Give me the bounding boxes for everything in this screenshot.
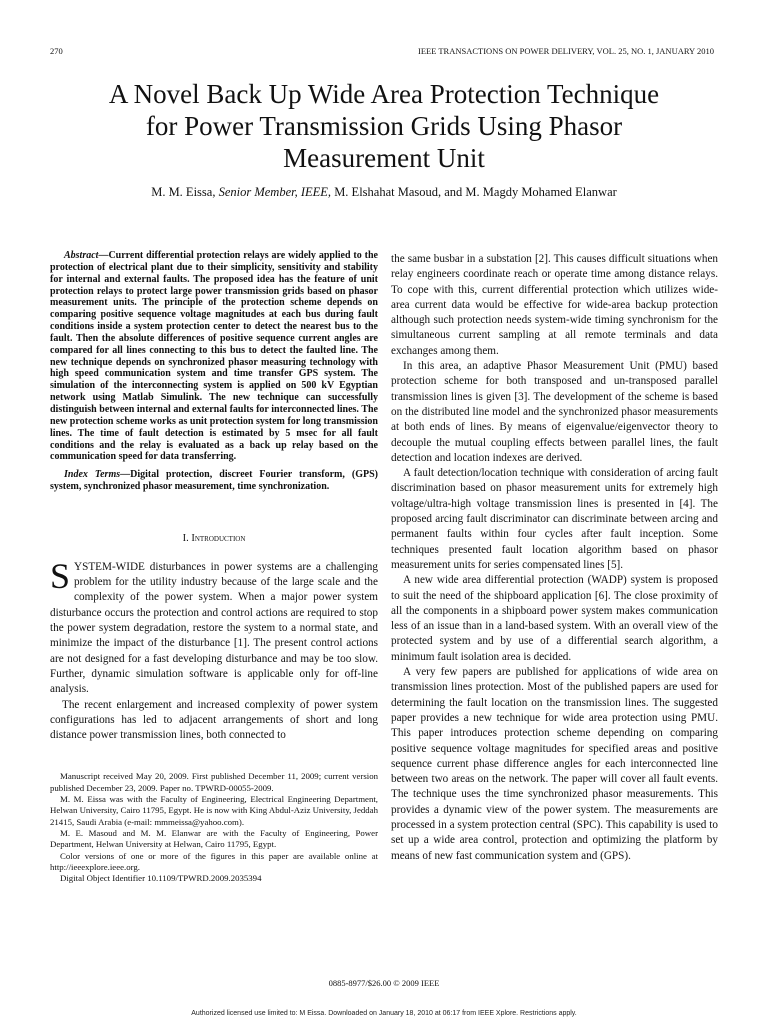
footnote-color: Color versions of one or more of the figures in this paper are available online at http://ieeexplore.ieee.org.	[50, 850, 378, 872]
title-line-3: Measurement Unit	[283, 143, 485, 173]
copyright-line: 0885-8977/$26.00 © 2009 IEEE	[328, 978, 440, 988]
footnote-eissa: M. M. Eissa was with the Faculty of Engineering, Electrical Engineering Department, Helwan University, Cairo 11795, Egypt. He is now with King Abdul-Aziz University, Jeddah 21415, Saudi Arabia (e-mail: mmmeissa@yahoo.com).	[50, 794, 378, 827]
abstract-text: —Current differential protection relays are widely applied to the protection of electrical plant due to their simplicity, sensitivity and stability for internal and external faults. The proposed idea has the feature of unit protection relays to protect large power transmission grids based on phasor measurement units. The principle of the protection scheme depends on comparing positive sequence voltage magnitudes at each bus during fault conditions inside a system protection center to detect the nearest bus to the fault. Then the absolute differences of positive sequence current angles are compared for all lines connecting to this bus to detect the faulted line. The new technique depends on synchronized phasor measuring technology with high speed communication system and time transfer GPS system. The simulation of the interconnecting system is applied on 500 kV Egyptian network using Matlab Simulink. The new technique can successfully distinguish between internal and external faults for interconnected lines. The new protection scheme works as unit protection system for long transmission lines. The time of fault detection is estimated by 5 msec for all fault conditions and the relay is evaluated as a back up relay based on the communication speed for data transferring.	[50, 250, 378, 463]
footnotes	[50, 771, 378, 884]
other-authors: M. Elshahat Masoud, and M. Magdy Mohamed Elanwar	[334, 185, 617, 199]
author-1-role: Senior Member, IEEE,	[218, 185, 332, 199]
right-paragraph-1: the same busbar in a substation [2]. This causes difficult situations when relay engineers coordinate reach or operate time among distance relays. To cope with this, current differential protection which utilizes wide-area current data would be effective for wide-area backup protection although such protection needs system-wide timing synchronism for the simultaneous current sampling at all remote terminals and data exchanges among them.	[391, 253, 718, 357]
footnote-manuscript: Manuscript received May 20, 2009. First published December 11, 2009; current version published December 23, 2009. Paper no. TPWRD-00055-2009.	[50, 771, 378, 793]
title-line-2: for Power Transmission Grids Using Phasor	[145, 111, 623, 141]
abstract	[50, 250, 378, 463]
author-1: M. M. Eissa,	[151, 185, 216, 199]
section-heading-introduction: I. Introduction	[182, 532, 246, 544]
intro-paragraph-2: The recent enlargement and increased complexity of power system configurations has led to adjacent arrangements of short and long distance power transmission lines, both connected to	[50, 698, 378, 742]
title-line-1: A Novel Back Up Wide Area Protection Technique	[108, 79, 660, 109]
author-list	[40, 185, 728, 200]
intro-paragraph-1	[50, 555, 378, 698]
title-block	[40, 78, 728, 200]
abstract-label: Abstract	[64, 250, 99, 261]
running-header	[50, 46, 714, 56]
journal-citation: IEEE TRANSACTIONS ON POWER DELIVERY, VOL. 25, NO. 1, JANUARY 2010	[417, 46, 714, 56]
paper-title	[40, 78, 728, 174]
index-terms-text: —Digital protection, discreet Fourier transform, (GPS) system, synchronized phasor measurement, time synchronization.	[50, 469, 378, 493]
intro-paragraph-1-text: YSTEM-WIDE disturbances in power systems are a challenging problem for the utility industry because of the large scale and the complexity of the power system. When a major power system disturbance occurs the protection and control actions are required to stop the power system degradation, restore the system to a normal state, and minimize the impact of the disturbance [1]. The present control actions are not designed for a fast developing disturbance and may be too slow. Further, dynamic simulation software is applicable only for off-line analysis.	[50, 560, 378, 696]
left-column	[50, 250, 378, 884]
right-column	[391, 252, 718, 864]
right-paragraph-3: A fault detection/location technique with consideration of arcing fault discrimination based on phasor measurement units for extremely high voltage/ultra-high voltage transmission lines is presented in [4]. The proposed arcing fault discriminator can discriminate between arcing and permanent faults within four cycles after fault inception. Some techniques presented fault location algorithm based on phasor measurement units for series compensated lines [5].	[391, 467, 718, 571]
index-terms-label: Index Terms	[64, 469, 121, 481]
license-notice: Authorized licensed use limited to: M Eissa. Downloaded on January 18, 2010 at 06:17 from IEEE Xplore. Restrictions apply.	[191, 1010, 577, 1017]
right-paragraph-4: A new wide area differential protection (WADP) system is proposed to suit the need of the shipboard application [6]. The close proximity of all the components in a shipboard power system makes communication less of an issue than in a land-based system. With an overall view of the protected system and by use of a differential search algorithm, a minimum fault isolation area is decided.	[391, 574, 718, 663]
footnote-doi: Digital Object Identifier 10.1109/TPWRD.2009.2035394	[60, 873, 262, 884]
right-paragraph-5: A very few papers are published for applications of wide area on transmission lines protection. Most of the published papers are used for determining the fault location on the transmission lines. The suggested paper provides a new technique for wide area protection using PMU. This paper introduces protection scheme depending on comparing positive sequence voltage magnitudes for specified areas and positive sequence current phase difference angles for each interconnected line between two areas on the network. The paper will cover all fault events. The technique uses the time synchronized phasor measurements. This provides a dynamic view of the power system. The measurements are processed in a system protection central (SPC). This capability is used to set up a wide area control, protection and optimizing the platform by means of new fast communication system and (GPS).	[391, 666, 718, 862]
page-number: 270	[50, 46, 63, 56]
right-paragraph-2: In this area, an adaptive Phasor Measurement Unit (PMU) based protection scheme for both transposed and un-transposed parallel transmission lines is given [3]. The development of the scheme is based on the distributed line model and the synchronized phasor measurements at both ends of lines. By means of eigenvalue/eigenvector theory to decouple the mutual coupling effects between parallel lines, the fault detection and location indexes are derived.	[391, 360, 718, 464]
index-terms	[50, 469, 378, 493]
drop-cap: S	[50, 555, 71, 596]
footnote-masoud-elanwar: M. E. Masoud and M. M. Elanwar are with the Faculty of Engineering, Power Department, Helwan University at Helwan, Cairo 11795, Egypt.	[50, 827, 378, 850]
